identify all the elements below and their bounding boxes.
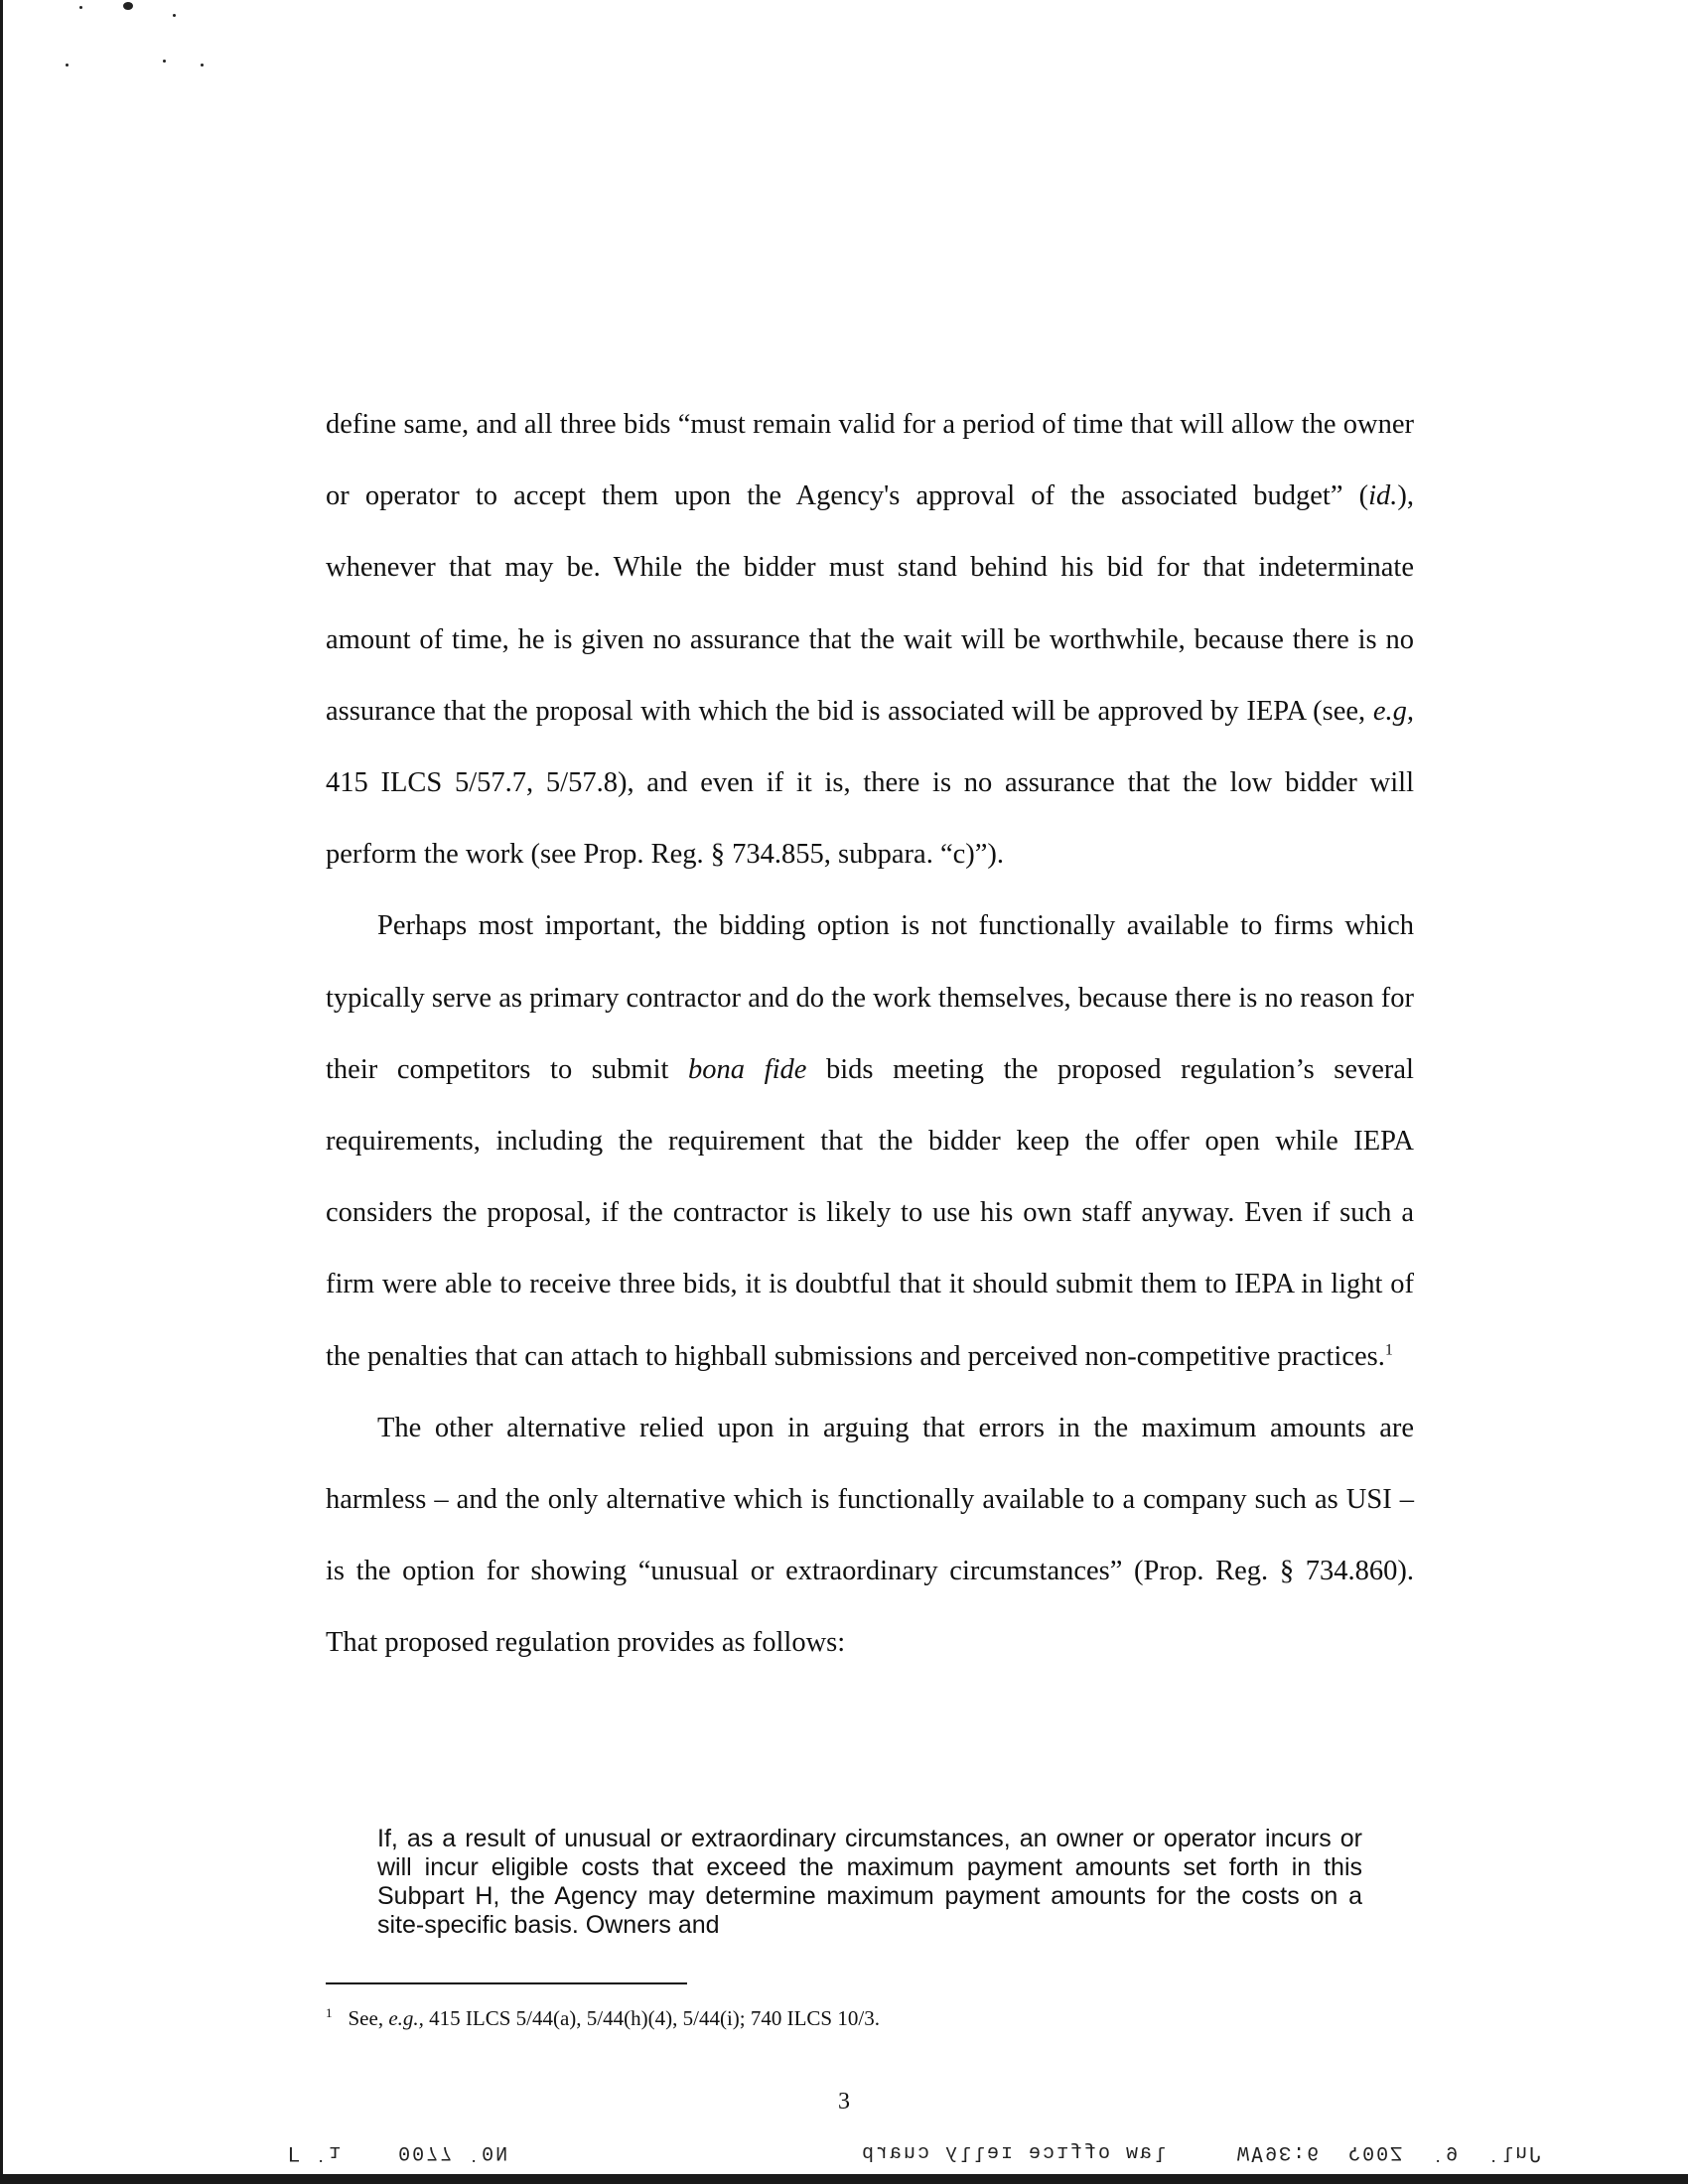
scan-speck (123, 2, 133, 10)
scan-speck (66, 64, 69, 67)
footnote-segment: e.g., (388, 2006, 424, 2030)
footnote-number: 1 (326, 2005, 333, 2020)
paragraph-segment: define same, and all three bids “must remain valid for a period of time that will allow the owner or operator to accept them upon the Agency's approval of the associated budget” ( (326, 409, 1414, 512)
scan-speck (173, 14, 176, 17)
block-quote: If, as a result of unusual or extraordinary circumstances, an owner or operator incurs or will incur eligible costs that exceed the maximum payment amounts set forth in this Subpart H, the Agency may determine maximum payment amounts for the costs on a site-specific basis. Owners and (377, 1825, 1362, 1939)
paragraph-segment: 415 ILCS 5/57.7, 5/57.8), and even if it is, there is no assurance that the low bidder will perform the work (see Prop. Reg. § 734.855, subpara. “c)”). (326, 767, 1414, 871)
footnote-divider (326, 1982, 687, 1984)
page-number: 3 (838, 2089, 850, 2115)
scan-left-edge (0, 0, 3, 2184)
paragraph-segment: id. (1368, 480, 1398, 512)
paragraph-segment: e.g, (1372, 695, 1414, 727)
footnote-segment: See, (348, 2006, 389, 2030)
paragraph (326, 389, 1414, 890)
paragraph-segment: bids meeting the proposed regulation’s several requirements, including the requirement that the bidder keep the offer open while IEPA considers the proposal, if the contractor is likely to use his own staff anyway. Even if such a firm were able to receive three bids, it is doubtful that it should submit them to IEPA in light of the penalties that can attach to highball submissions and perceived non-competitive practices. (326, 1053, 1414, 1372)
scan-speck (79, 6, 82, 9)
scan-speck (163, 60, 166, 63)
body-text (326, 389, 1414, 1680)
scan-bottom-edge (0, 2174, 1688, 2184)
paragraph-segment: The other alternative relied upon in arguing that errors in the maximum amounts are harmless – and the only alternative which is functionally available to a company such as USI – is the option for showing “unusual or extraordinary circumstances” (Prop. Reg. § 734.860). That proposed regulation provides as follows: (326, 1412, 1414, 1659)
footnote (326, 1999, 880, 2032)
fax-footer-left: ᒥ ˙ı 0077 ˙0N (288, 2140, 510, 2163)
paragraph (326, 1393, 1414, 1680)
paragraph-segment: Perhaps most important, the bidding option is not functionally available to firms which typically serve as primary contractor and do the work themselves, because there is no reason for their competitors to submit (326, 910, 1414, 1085)
paragraph-segment: bona fide (688, 1053, 807, 1085)
fax-footer-right: dɹɐnɔ ʎllǝɪ ǝɔıɟɟo ʍɐl WⱯ9Ɛ:6 Ϛ00Z ˙9 ˙lnՐ (862, 2140, 1544, 2163)
footnote-segment: 415 ILCS 5/44(a), 5/44(h)(4), 5/44(i); 740 ILCS 10/3. (423, 2006, 880, 2030)
scan-speck (201, 64, 204, 67)
paragraph (326, 890, 1414, 1392)
paragraph-segment: ), whenever that may be. While the bidder must stand behind his bid for that indeterminate amount of time, he is given no assurance that the wait will be worthwhile, because there is no assurance that the proposal with which the bid is associated will be approved by IEPA (see, (326, 480, 1414, 727)
paragraph-footnote-ref: 1 (1384, 1341, 1393, 1359)
